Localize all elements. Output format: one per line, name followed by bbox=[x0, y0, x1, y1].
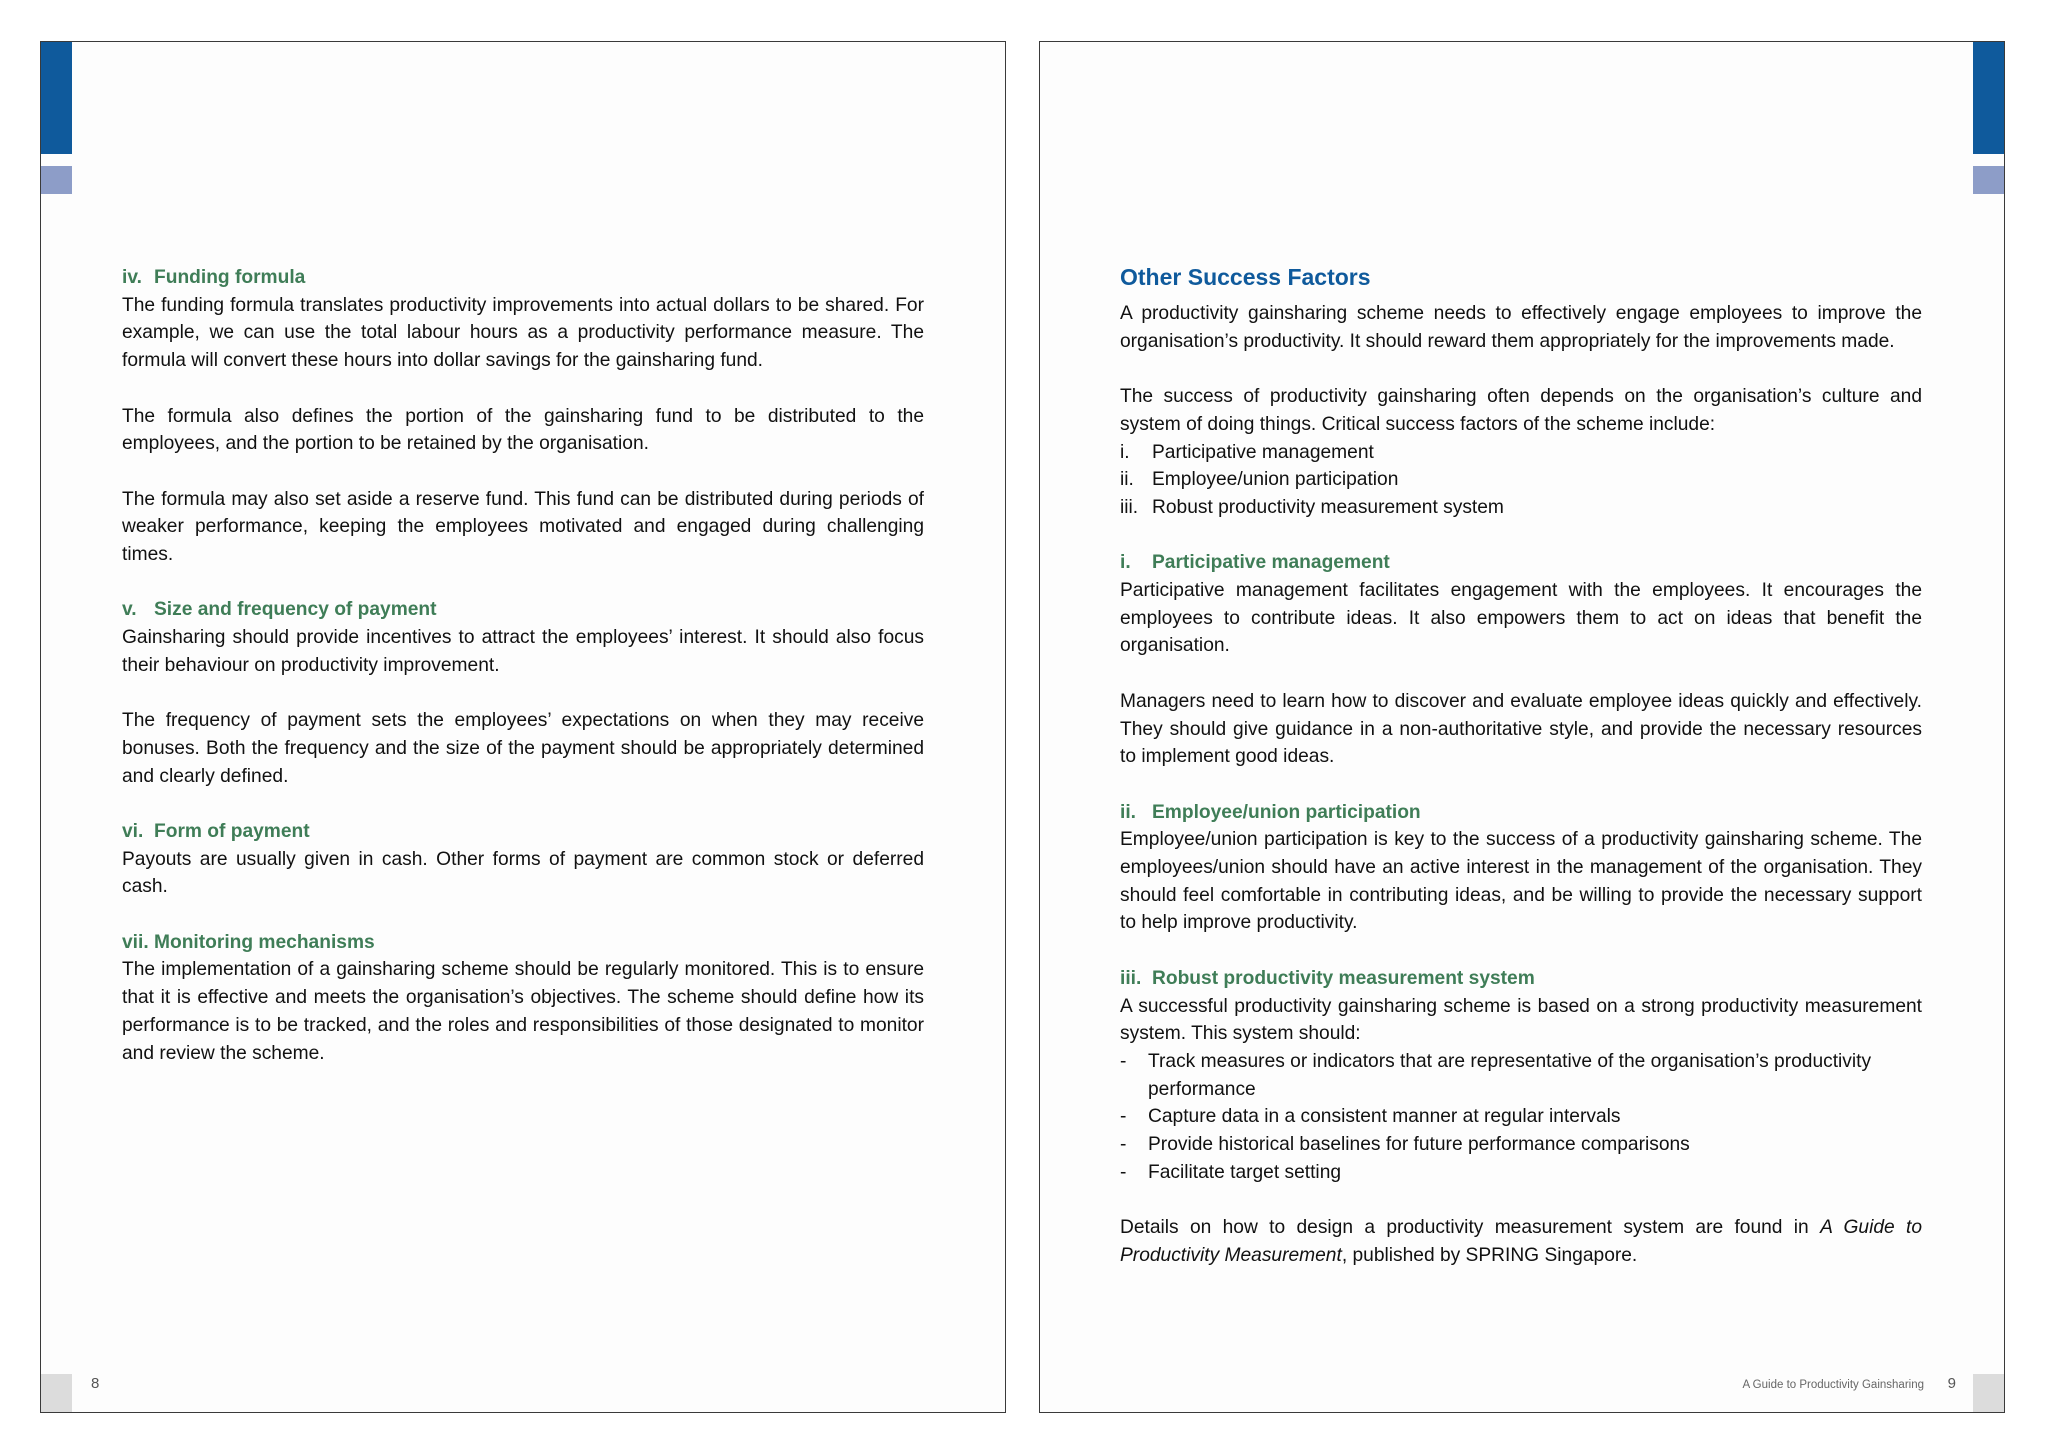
section-heading-participative-management bbox=[1120, 549, 1922, 577]
list-item: i. Participative management bbox=[1120, 441, 1374, 463]
section-number: vi. bbox=[122, 820, 144, 842]
closing-paragraph: Details on how to design a productivity measurement system are found in A Guide to Productivity Measurement, published by SPRING Singapore. bbox=[1120, 1217, 1922, 1266]
section-number: vii. bbox=[122, 931, 149, 953]
section-number: ii. bbox=[1120, 801, 1136, 823]
left-page-content bbox=[122, 264, 924, 1067]
bullet-item: - Provide historical baselines for future performance comparisons bbox=[1120, 1134, 1690, 1156]
section-heading-funding-formula bbox=[122, 264, 924, 292]
paragraph: A productivity gainsharing scheme needs to effectively engage employees to improve the organisation’s productivity. It should reward them appropriately for the improvements made. bbox=[1120, 303, 1922, 352]
paragraph: The success of productivity gainsharing often depends on the organisation’s culture and system of doing things. Critical success factors of the scheme include: bbox=[1120, 386, 1922, 435]
section-title: Monitoring mechanisms bbox=[154, 931, 375, 953]
list-item: iii. Robust productivity measurement system bbox=[1120, 496, 1504, 518]
light-blue-tab-marker bbox=[41, 166, 72, 194]
list-item: ii. Employee/union participation bbox=[1120, 469, 1399, 491]
paragraph: Gainsharing should provide incentives to attract the employees’ interest. It should also focus their behaviour on productivity improvement. bbox=[122, 627, 924, 676]
section-heading-monitoring bbox=[122, 929, 924, 957]
page-number: 9 bbox=[1947, 1375, 1956, 1392]
section-heading-form-of-payment bbox=[122, 818, 924, 846]
left-page bbox=[40, 41, 1006, 1413]
section-number: iii. bbox=[1120, 967, 1142, 989]
paragraph: The formula also defines the portion of the gainsharing fund to be distributed to the employees, and the portion to be retained by the organisation. bbox=[122, 405, 924, 455]
paragraph: Employee/union participation is key to the success of a productivity gainsharing scheme. The employees/union should have an active interest in the management of the organisation. They should feel comfortable in contributing ideas, and be willing to provide the necessary support to help improve productivity. bbox=[1120, 829, 1922, 934]
section-heading-measurement-system bbox=[1120, 965, 1922, 993]
section-number: v. bbox=[122, 599, 137, 621]
blue-tab-marker bbox=[41, 42, 72, 154]
page-title: Other Success Factors bbox=[1120, 264, 1371, 290]
section-title: Funding formula bbox=[154, 267, 306, 288]
paragraph: Participative management facilitates engagement with the employees. It encourages the employees to contribute ideas. It also empowers them to act on ideas that benefit the organisation. bbox=[1120, 580, 1922, 657]
grey-footer-marker bbox=[1973, 1374, 2004, 1412]
bullet-item: - Facilitate target setting bbox=[1120, 1161, 1342, 1183]
right-page bbox=[1039, 41, 2005, 1413]
paragraph: The implementation of a gainsharing scheme should be regularly monitored. This is to ensure that it is effective and meets the organisation’s objectives. The scheme should define how its performance is to be tracked, and the roles and responsibilities of those designated to monitor and review the scheme. bbox=[122, 959, 924, 1064]
blue-tab-marker bbox=[1973, 42, 2004, 154]
light-blue-tab-marker bbox=[1973, 166, 2004, 194]
section-title: Participative management bbox=[1152, 552, 1390, 574]
section-number: iv. bbox=[122, 267, 142, 288]
paragraph: The frequency of payment sets the employees’ expectations on when they may receive bonuses. Both the frequency and the size of the payment should be appropriately determined and clearly defined. bbox=[122, 710, 924, 787]
running-footer-title: A Guide to Productivity Gainsharing bbox=[1742, 1379, 1924, 1391]
page-number: 8 bbox=[91, 1375, 100, 1392]
paragraph: A successful productivity gainsharing scheme is based on a strong productivity measurement system. This system should: bbox=[1120, 995, 1922, 1045]
bullet-item: - Track measures or indicators that are representative of the organisation’s productivity performance bbox=[1120, 1050, 1872, 1100]
section-heading-size-frequency bbox=[122, 596, 924, 624]
section-number: i. bbox=[1120, 552, 1131, 574]
bullet-item: - Capture data in a consistent manner at regular intervals bbox=[1120, 1106, 1621, 1128]
publication-title: A Guide to Productivity Measurement bbox=[1120, 1217, 1922, 1266]
paragraph: Managers need to learn how to discover and evaluate employee ideas quickly and effectively. They should give guidance in a non-authoritative style, and provide the necessary resources to implement good ideas. bbox=[1120, 690, 1922, 768]
paragraph: The formula may also set aside a reserve fund. This fund can be distributed during periods of weaker performance, keeping the employees motivated and engaged during challenging times. bbox=[122, 488, 924, 565]
section-heading-employee-union bbox=[1120, 799, 1922, 827]
right-page-content bbox=[1120, 264, 1922, 1270]
section-title: Employee/union participation bbox=[1152, 801, 1421, 823]
paragraph: Payouts are usually given in cash. Other forms of payment are common stock or deferred cash. bbox=[122, 848, 924, 898]
section-title: Form of payment bbox=[154, 820, 310, 842]
section-title: Robust productivity measurement system bbox=[1152, 967, 1535, 989]
section-title: Size and frequency of payment bbox=[154, 599, 437, 621]
grey-footer-marker bbox=[41, 1374, 72, 1412]
paragraph: The funding formula translates productivity improvements into actual dollars to be shared. For example, we can use the total labour hours as a productivity performance measure. The formula will convert these hours into dollar savings for the gainsharing fund. bbox=[122, 294, 924, 372]
